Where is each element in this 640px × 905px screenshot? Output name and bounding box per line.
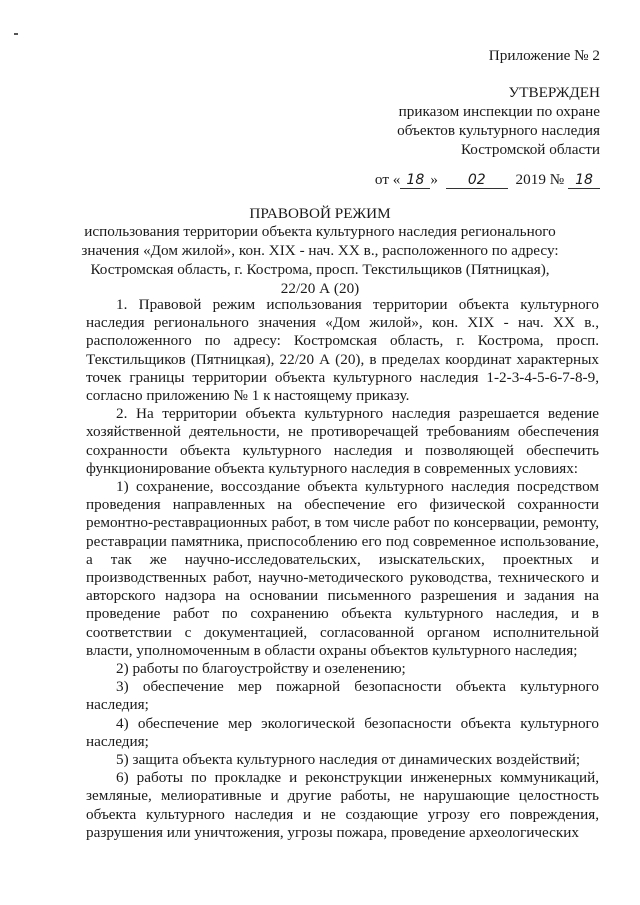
order-number: 18 bbox=[568, 173, 600, 189]
approval-line: Костромской области bbox=[460, 141, 600, 158]
date-day: 18 bbox=[400, 173, 430, 189]
subtitle-line: использования территории объекта культурного наследия регионального bbox=[84, 223, 556, 240]
appendix-label: Приложение № 2 bbox=[488, 47, 600, 64]
document-title: ПРАВОВОЙ РЕЖИМ bbox=[249, 205, 391, 222]
paragraph: 1) сохранение, воссоздание объекта культурного наследия посредством проведения направленных на обеспечение его физической сохранности ремонтно-реставрационных работ, в том числе работ по консервации, ремонту, реставрации памятника, приспособлению его под современное использование, а так же научно-исследовательских, изыскательских, проектных и производственных работ, научно-методического руководства, технического и авторского надзора на основании письменного разрешения и задания на проведение работ по сохранению объекта культурного наследия, и в соответствии с документацией, согласованной органом исполнительной власти, уполномоченным в области охраны объектов культурного наследия; bbox=[86, 478, 599, 659]
paragraph: 6) работы по прокладке и реконструкции инженерных коммуникаций, земляные, мелиоративные и другие работы, не нарушающие целостность объекта культурного наследия и не создающие угрозу его повреждения, разрушения или уничтожения, угрозы пожара, проведение археологических bbox=[86, 769, 599, 841]
paragraph: 3) обеспечение мер пожарной безопасности объекта культурного наследия; bbox=[86, 678, 599, 714]
date-month: 02 bbox=[446, 173, 508, 189]
date-year: 2019 № bbox=[515, 171, 565, 188]
approval-heading: УТВЕРЖДЕН bbox=[508, 84, 600, 101]
subtitle-line: значения «Дом жилой», кон. XIX - нач. XX в., расположенного по адресу: bbox=[81, 242, 559, 259]
approval-line: объектов культурного наследия bbox=[397, 122, 600, 139]
paragraph: 2. На территории объекта культурного наследия разрешается ведение хозяйственной деятельности, не противоречащей требованиям обеспечения сохранности объекта культурного наследия и позволяющей обеспечить функционирование объекта культурного наследия в современных условиях: bbox=[86, 405, 599, 477]
document-subtitle bbox=[0, 222, 640, 298]
date-prefix: от « bbox=[374, 171, 401, 188]
paragraph: 2) работы по благоустройству и озеленению; bbox=[116, 660, 406, 678]
paragraph: 5) защита объекта культурного наследия от динамических воздействий; bbox=[116, 751, 581, 769]
paragraph: 4) обеспечение мер экологической безопасности объекта культурного наследия; bbox=[86, 714, 599, 750]
paragraph: 1. Правовой режим использования территории объекта культурного наследия регионального значения «Дом жилой», кон. XIX - нач. XX в., расположенного по адресу: Костромская область, г. Кострома, просп. Текстильщиков (Пятницкая), 22/20 А (20), в пределах координат характерных точек границы территории объекта культурного наследия 1-2-3-4-5-6-7-8-9, согласно приложению № 1 к настоящему приказу. bbox=[86, 296, 599, 405]
date-mid: » bbox=[430, 171, 438, 188]
subtitle-line: Костромская область, г. Кострома, просп. Текстильщиков (Пятницкая), bbox=[90, 261, 550, 278]
approval-block bbox=[375, 83, 600, 189]
approval-date-line bbox=[375, 170, 600, 189]
document-body bbox=[86, 296, 599, 842]
scan-mark bbox=[14, 33, 18, 35]
approval-line: приказом инспекции по охране bbox=[398, 103, 600, 120]
subtitle-line: 22/20 А (20) bbox=[280, 280, 360, 297]
